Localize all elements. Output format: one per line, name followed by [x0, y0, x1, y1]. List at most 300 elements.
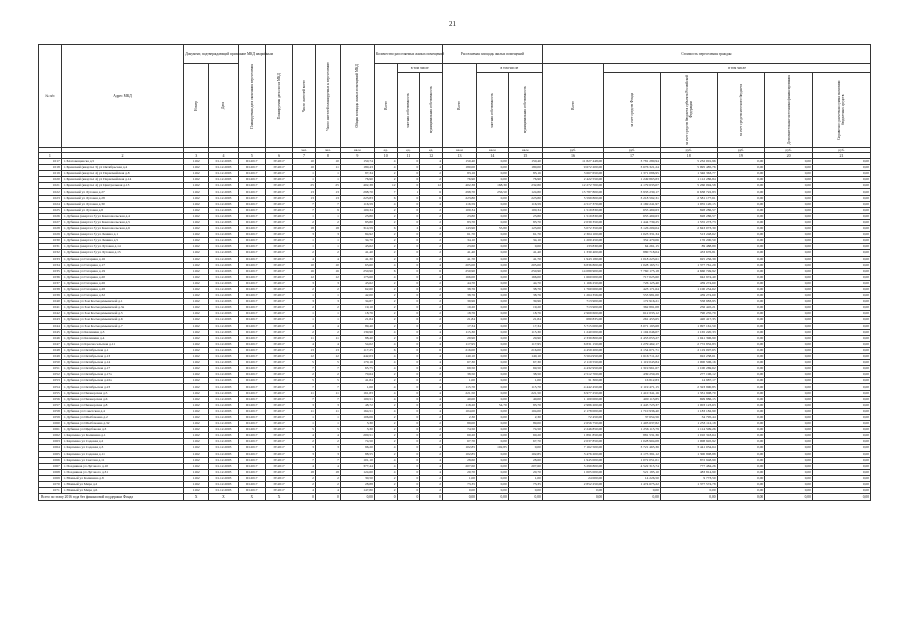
table-cell: 0,00 [717, 183, 765, 189]
table-cell: 102,85 [508, 451, 542, 457]
table-cell: 1 [293, 171, 316, 177]
table-cell: 115,30 [508, 329, 542, 335]
table-cell: 1162 [184, 469, 209, 475]
table-cell: 34 795,44 [660, 414, 717, 420]
table-cell: 01.12.2003 [209, 201, 239, 207]
table-cell: 67,70 [508, 439, 542, 445]
table-cell: 553 981,00 [604, 293, 661, 299]
table-cell: 0,00 [717, 481, 765, 487]
table-cell: 0,00 [765, 317, 813, 323]
row-number-cell: 1052 [39, 372, 62, 378]
table-cell: IV.2017 [265, 232, 292, 238]
table-cell: III.2017 [238, 402, 265, 408]
table-cell: 0,00 [765, 451, 813, 457]
table-cell: 922 238,61 [660, 354, 717, 360]
row-number-cell: 1069 [39, 475, 62, 481]
table-cell: 10 [315, 159, 340, 165]
table-cell: IV.2017 [265, 317, 292, 323]
table-cell: IV.2017 [265, 286, 292, 292]
table-cell: 1162 [184, 378, 209, 384]
table-cell: 63,60 [340, 262, 374, 268]
table-cell: 0 [397, 299, 420, 305]
table-cell: 2 [293, 219, 316, 225]
header-rooms-group: Количество расселяемых жилых помещений [374, 45, 442, 64]
table-cell: 0,00 [765, 262, 813, 268]
address-cell: г. Дубинка (квартал 3) ул Ленина д.1 [61, 232, 184, 238]
unit-cell: руб. [717, 148, 765, 153]
table-cell: 1 [293, 213, 316, 219]
table-cell: 2 656 750,00 [542, 421, 603, 427]
table-cell: 0,00 [812, 366, 870, 372]
table-cell: 01.12.2003 [209, 213, 239, 219]
table-cell: 5 232 001,96 [660, 159, 717, 165]
table-cell: 2 [374, 256, 397, 262]
table-cell: 41,70 [508, 256, 542, 262]
table-cell: 2 [374, 414, 397, 420]
table-cell: 6 [374, 347, 397, 353]
table-cell: 0 [397, 469, 420, 475]
table-cell: IV.2017 [265, 354, 292, 360]
table-cell: 223,80 [442, 195, 476, 201]
header-planned-date: Планируемая дата окончания переселения [238, 45, 265, 148]
table-cell: 0,00 [476, 378, 508, 384]
table-cell: 2 [374, 232, 397, 238]
table-cell: 1 [315, 311, 340, 317]
table-cell: 0,00 [717, 286, 765, 292]
table-cell: 41,30 [340, 256, 374, 262]
table-cell: 0 [397, 402, 420, 408]
table-cell: 40,00 [442, 396, 476, 402]
table-cell: 402,38 [442, 183, 476, 189]
table-cell: 2 [420, 317, 443, 323]
table-cell: 74,50 [442, 427, 476, 433]
table-cell: 1162 [184, 286, 209, 292]
table-cell: 0,00 [765, 305, 813, 311]
table-cell: 01.12.2003 [209, 390, 239, 396]
table-cell: 513 248,62 [660, 232, 717, 238]
table-cell: 0,00 [476, 250, 508, 256]
table-cell: 1162 [184, 280, 209, 286]
address-cell: г. Брянский ул Луговая д.8 [61, 207, 184, 213]
table-cell: 1162 [184, 250, 209, 256]
table-cell: 0,00 [812, 207, 870, 213]
table-cell: 1 100 269,62 [660, 366, 717, 372]
table-cell: 100,34 [508, 207, 542, 213]
table-cell: 221,50 [508, 390, 542, 396]
table-cell: 2 [420, 475, 443, 481]
table-cell: 6 638 722,83 [660, 189, 717, 195]
table-cell: 2 [374, 213, 397, 219]
column-number-cell: 9 [340, 153, 374, 159]
table-cell: 0,00 [765, 463, 813, 469]
table-cell: III.2017 [238, 238, 265, 244]
table-cell: 1 023 331,34 [604, 232, 661, 238]
table-cell: 0,00 [717, 414, 765, 420]
table-cell: 01.12.2003 [209, 207, 239, 213]
table-cell: 4 [420, 329, 443, 335]
table-cell: 0,00 [812, 159, 870, 165]
table-cell: 5 [293, 360, 316, 366]
table-cell: 0,00 [765, 311, 813, 317]
table-cell: 161,83 [340, 390, 374, 396]
table-cell: 1 [293, 177, 316, 183]
table-cell: 102,85 [442, 451, 476, 457]
header-doc-date: Дата [209, 64, 239, 148]
table-cell: 3 [315, 280, 340, 286]
table-cell: 0,00 [717, 256, 765, 262]
table-cell: 2 [420, 171, 443, 177]
row-number-cell: 1049 [39, 354, 62, 360]
table-cell: 2 [420, 280, 443, 286]
row-number-cell: 1048 [39, 347, 62, 353]
table-cell: 0,00 [717, 433, 765, 439]
table-cell: 2 [374, 488, 397, 494]
table-cell: 3 504 950,00 [542, 354, 603, 360]
table-cell: IV.2017 [265, 177, 292, 183]
table-cell: IV.2017 [265, 372, 292, 378]
table-cell: 4 [374, 445, 397, 451]
table-cell: 1162 [184, 433, 209, 439]
table-cell: 0,00 [765, 481, 813, 487]
header-area-group: Расселяемая площадь жилых помещений [442, 45, 542, 64]
table-cell: 232,80 [508, 183, 542, 189]
table-cell: 0,00 [765, 457, 813, 463]
address-cell: г. Дубинка ул Октябрьская д.14 [61, 360, 184, 366]
header-cost-incl: в том числе [604, 64, 871, 73]
table-cell: 0,00 [812, 329, 870, 335]
table-cell: 39,96 [508, 299, 542, 305]
table-cell: 0,00 [717, 213, 765, 219]
address-cell: г. Дубинка (квартал 3) ул Комсомольская д.4 [61, 213, 184, 219]
table-cell: 143,90 [442, 226, 476, 232]
table-cell: 3 218 592,31 [604, 195, 661, 201]
table-cell: 2 [420, 372, 443, 378]
table-cell: 521 185,10 [604, 469, 661, 475]
table-cell: 1 104 046,07 [604, 329, 661, 335]
table-cell: 1162 [184, 274, 209, 280]
address-cell: г. Дубинка ул Гагарина д.16 [61, 256, 184, 262]
table-cell: 2 [374, 293, 397, 299]
table-cell: 0,00 [765, 226, 813, 232]
table-cell: 42,00 [340, 293, 374, 299]
address-cell: г. Дубинка ул Октябрьская д.17а [61, 372, 184, 378]
table-cell: III.2017 [238, 457, 265, 463]
table-cell: 1 519 830,00 [542, 213, 603, 219]
table-cell: 0,00 [765, 384, 813, 390]
table-cell: 115,70 [442, 384, 476, 390]
table-cell: 01.12.2003 [209, 232, 239, 238]
table-cell: III.2017 [238, 274, 265, 280]
table-cell: 0,00 [542, 488, 603, 494]
table-cell: 0,00 [717, 232, 765, 238]
table-cell: 1 [315, 213, 340, 219]
total-row-label: Всего по этапу 2016 года без финансовой поддержки Фонда [39, 494, 184, 501]
table-cell: IV.2017 [265, 427, 292, 433]
address-cell: г. Брянский ул Луговая д.30 [61, 201, 184, 207]
table-cell: 2 169 241,97 [604, 201, 661, 207]
table-cell: 2 [374, 177, 397, 183]
table-cell: 0,00 [812, 286, 870, 292]
table-cell: 150,74 [340, 159, 374, 165]
table-cell: 0,00 [476, 421, 508, 427]
table-cell: IV.2017 [265, 390, 292, 396]
table-cell: 400 113,85 [604, 396, 661, 402]
table-cell: 55,80 [476, 226, 508, 232]
table-cell: 73,35 [508, 481, 542, 487]
table-cell: 2 [374, 305, 397, 311]
table-cell: 5 [315, 427, 340, 433]
table-cell: 377,44 [340, 463, 374, 469]
table-cell: IV.2017 [265, 469, 292, 475]
table-cell: 0,00 [717, 427, 765, 433]
table-cell: 0,00 [717, 439, 765, 445]
table-cell: 14 089 900,00 [542, 268, 603, 274]
table-cell: 01.12.2003 [209, 488, 239, 494]
header-cost-group: Стоимость переселения граждан [542, 45, 870, 64]
table-cell: 13 [315, 189, 340, 195]
table-cell: 147,80 [340, 488, 374, 494]
table-cell: 0,00 [765, 286, 813, 292]
table-cell: 4 [420, 201, 443, 207]
unit-cell: руб. [812, 148, 870, 153]
address-cell: г. Карпенко ул Светлая д.11 [61, 457, 184, 463]
table-cell: IV.2017 [265, 219, 292, 225]
table-cell: 44,70 [442, 280, 476, 286]
table-cell: 1 955 120,15 [660, 201, 717, 207]
table-cell: 34,70 [340, 238, 374, 244]
table-cell: 5 715 000,00 [542, 323, 603, 329]
table-cell: 0,00 [717, 347, 765, 353]
address-cell: г. Дубинка (квартал 3) ул Ленина д.5 [61, 238, 184, 244]
total-cell: X [238, 494, 265, 501]
table-cell: 1 444 739,25 [604, 219, 661, 225]
table-cell: 1 891 850,00 [542, 433, 603, 439]
table-cell: 1 100 254,62 [660, 286, 717, 292]
table-cell: 140,10 [442, 354, 476, 360]
unit-cell: ед. [374, 148, 397, 153]
table-cell: 4 [374, 366, 397, 372]
table-cell: 2 [374, 238, 397, 244]
table-cell: 01.12.2003 [209, 195, 239, 201]
table-cell: 83,70 [442, 219, 476, 225]
table-cell: 0,00 [765, 256, 813, 262]
table-cell: IV.2017 [265, 256, 292, 262]
table-cell: 2 178 000,00 [542, 408, 603, 414]
table-cell: 116,59 [442, 201, 476, 207]
table-cell: 34,10 [442, 238, 476, 244]
header-area-sum: Всего [442, 64, 476, 148]
table-cell: 0 [397, 177, 420, 183]
table-cell: 123,00 [508, 226, 542, 232]
table-cell: IV.2017 [265, 305, 292, 311]
table-cell: 01.12.2003 [209, 159, 239, 165]
table-cell: III.2017 [238, 421, 265, 427]
table-cell: III.2017 [238, 293, 265, 299]
table-cell: 0,00 [812, 268, 870, 274]
table-cell: 0 [397, 329, 420, 335]
table-cell: 1 119 043,84 [604, 360, 661, 366]
table-cell: 3 781 280,94 [604, 159, 661, 165]
table-cell: 0,00 [717, 268, 765, 274]
table-cell: 0,00 [812, 238, 870, 244]
table-cell: 0 [397, 280, 420, 286]
table-cell: 1 403 637,82 [604, 421, 661, 427]
table-cell: 4 [374, 329, 397, 335]
table-cell: 0,00 [476, 159, 508, 165]
table-cell: 19,10 [340, 305, 374, 311]
table-cell: 01.12.2003 [209, 366, 239, 372]
table-cell: 01.12.2003 [209, 475, 239, 481]
table-cell: 5 299 800,00 [542, 463, 603, 469]
column-number-cell: 20 [765, 153, 813, 159]
address-cell: г. Брянский (квартал 3) ул Октябрьская д.4 [61, 165, 184, 171]
table-cell: 0,00 [812, 201, 870, 207]
table-cell: 713 900,00 [542, 299, 603, 305]
address-cell: г. Дубинка (квартал 3) ул Луговая д.15 [61, 250, 184, 256]
table-cell: III.2017 [238, 226, 265, 232]
table-cell: 0,00 [765, 445, 813, 451]
table-cell: 0,00 [476, 396, 508, 402]
table-cell: III.2017 [238, 329, 265, 335]
table-cell: 277 196,12 [660, 372, 717, 378]
table-cell: 18 [293, 226, 316, 232]
table-cell: 872 948,99 [660, 457, 717, 463]
table-cell: 0 [397, 421, 420, 427]
table-cell: 0,00 [476, 299, 508, 305]
table-cell: 223,80 [508, 195, 542, 201]
table-cell: 4 [420, 384, 443, 390]
table-cell: 1 114 509,26 [660, 427, 717, 433]
table-cell: 150,40 [508, 159, 542, 165]
table-cell: 1,00 [508, 378, 542, 384]
table-cell: 0 [397, 378, 420, 384]
table-cell: 0 [397, 335, 420, 341]
table-cell: 0,00 [717, 171, 765, 177]
table-cell: 942 974,40 [660, 274, 717, 280]
header-planned-demolition: Планируемая дата сноса МКД [265, 45, 292, 148]
table-cell: 25 [293, 183, 316, 189]
table-cell: 0,00 [717, 384, 765, 390]
table-cell: 5 995 485,76 [660, 165, 717, 171]
resettlement-table [38, 44, 871, 501]
unit-cell: руб. [765, 148, 813, 153]
table-cell: IV.2017 [265, 378, 292, 384]
row-number-cell: 1062 [39, 433, 62, 439]
table-cell: 2 [420, 402, 443, 408]
table-cell: 54,02 [340, 341, 374, 347]
table-cell: 01.12.2003 [209, 305, 239, 311]
table-cell: 0,00 [765, 347, 813, 353]
table-cell: 73,35 [442, 481, 476, 487]
table-cell: 2 [374, 219, 397, 225]
table-cell: 117,95 [508, 341, 542, 347]
table-cell: 0,00 [717, 341, 765, 347]
table-cell: 0,00 [476, 256, 508, 262]
table-cell: 4 [420, 390, 443, 396]
table-cell: III.2017 [238, 439, 265, 445]
table-cell: 3,30 [340, 427, 374, 433]
table-cell: 2 119 097,65 [660, 347, 717, 353]
row-number-cell: 1066 [39, 457, 62, 463]
table-cell: 1,00 [442, 475, 476, 481]
table-cell: 01.12.2003 [209, 402, 239, 408]
table-cell: IV.2017 [265, 323, 292, 329]
table-cell: 0,00 [717, 274, 765, 280]
table-cell: 0,00 [812, 402, 870, 408]
table-cell: 1 945 000,00 [542, 457, 603, 463]
table-cell: 180,00 [442, 165, 476, 171]
table-cell: 5 [315, 378, 340, 384]
table-cell: 11 [315, 390, 340, 396]
page-number: 21 [449, 20, 456, 28]
table-cell: 0,00 [765, 354, 813, 360]
table-cell: 2 339 800,00 [542, 335, 603, 341]
table-cell: 1162 [184, 396, 209, 402]
table-cell: 1 041 396,90 [660, 335, 717, 341]
table-cell: 1 165 220,33 [660, 329, 717, 335]
table-cell: 207,60 [508, 463, 542, 469]
table-cell: 0,00 [476, 360, 508, 366]
table-cell: 173,60 [340, 274, 374, 280]
table-cell: III.2017 [238, 414, 265, 420]
table-cell: 1 [397, 189, 420, 195]
address-cell: г. Брянский (квартал 4) ул Первомайская д.8 [61, 171, 184, 177]
table-cell: 13 [293, 195, 316, 201]
row-number-cell: 1042 [39, 311, 62, 317]
table-cell: IV.2017 [265, 451, 292, 457]
table-cell: 2 [374, 402, 397, 408]
table-cell: 1162 [184, 207, 209, 213]
table-cell: 4 [293, 256, 316, 262]
table-cell: 1162 [184, 414, 209, 420]
table-cell: III.2017 [238, 354, 265, 360]
table-cell: 2 [374, 439, 397, 445]
table-cell: 261 453,65 [604, 317, 661, 323]
table-cell: 13 [315, 195, 340, 201]
table-cell: 41,40 [442, 250, 476, 256]
table-cell: III.2017 [238, 207, 265, 213]
table-cell: 0,00 [717, 165, 765, 171]
header-residents-plan: Число жителей планируемых к переселению [315, 45, 340, 148]
table-cell: 0,00 [812, 439, 870, 445]
table-cell: III.2017 [238, 171, 265, 177]
table-cell: 4 [315, 256, 340, 262]
row-number-cell: 1022 [39, 189, 62, 195]
address-cell: г. Брянский ул Луговая д.28 [61, 195, 184, 201]
table-cell: 18 [315, 226, 340, 232]
table-cell: 1,00 [508, 475, 542, 481]
address-cell: г. Поздняков ул Лугового д.31 [61, 469, 184, 475]
table-cell: 10 [293, 262, 316, 268]
table-cell: 25 [315, 183, 340, 189]
table-cell: 01.12.2003 [209, 226, 239, 232]
table-cell: 0,00 [765, 360, 813, 366]
table-cell: 4 660 749,92 [660, 268, 717, 274]
table-cell: III.2017 [238, 305, 265, 311]
table-cell: 2 [420, 311, 443, 317]
total-cell: 0,00 [717, 494, 765, 501]
table-cell: 1 279 462,17 [604, 341, 661, 347]
table-cell: 0,00 [717, 244, 765, 250]
table-cell: 39,96 [442, 299, 476, 305]
row-number-cell: 1029 [39, 232, 62, 238]
table-cell: 54,70 [476, 402, 508, 408]
unit-cell: кв.м [476, 148, 508, 153]
table-cell: 1162 [184, 366, 209, 372]
table-cell: 1 100 000,00 [542, 396, 603, 402]
table-cell: 4 [374, 463, 397, 469]
table-cell: III.2017 [238, 250, 265, 256]
